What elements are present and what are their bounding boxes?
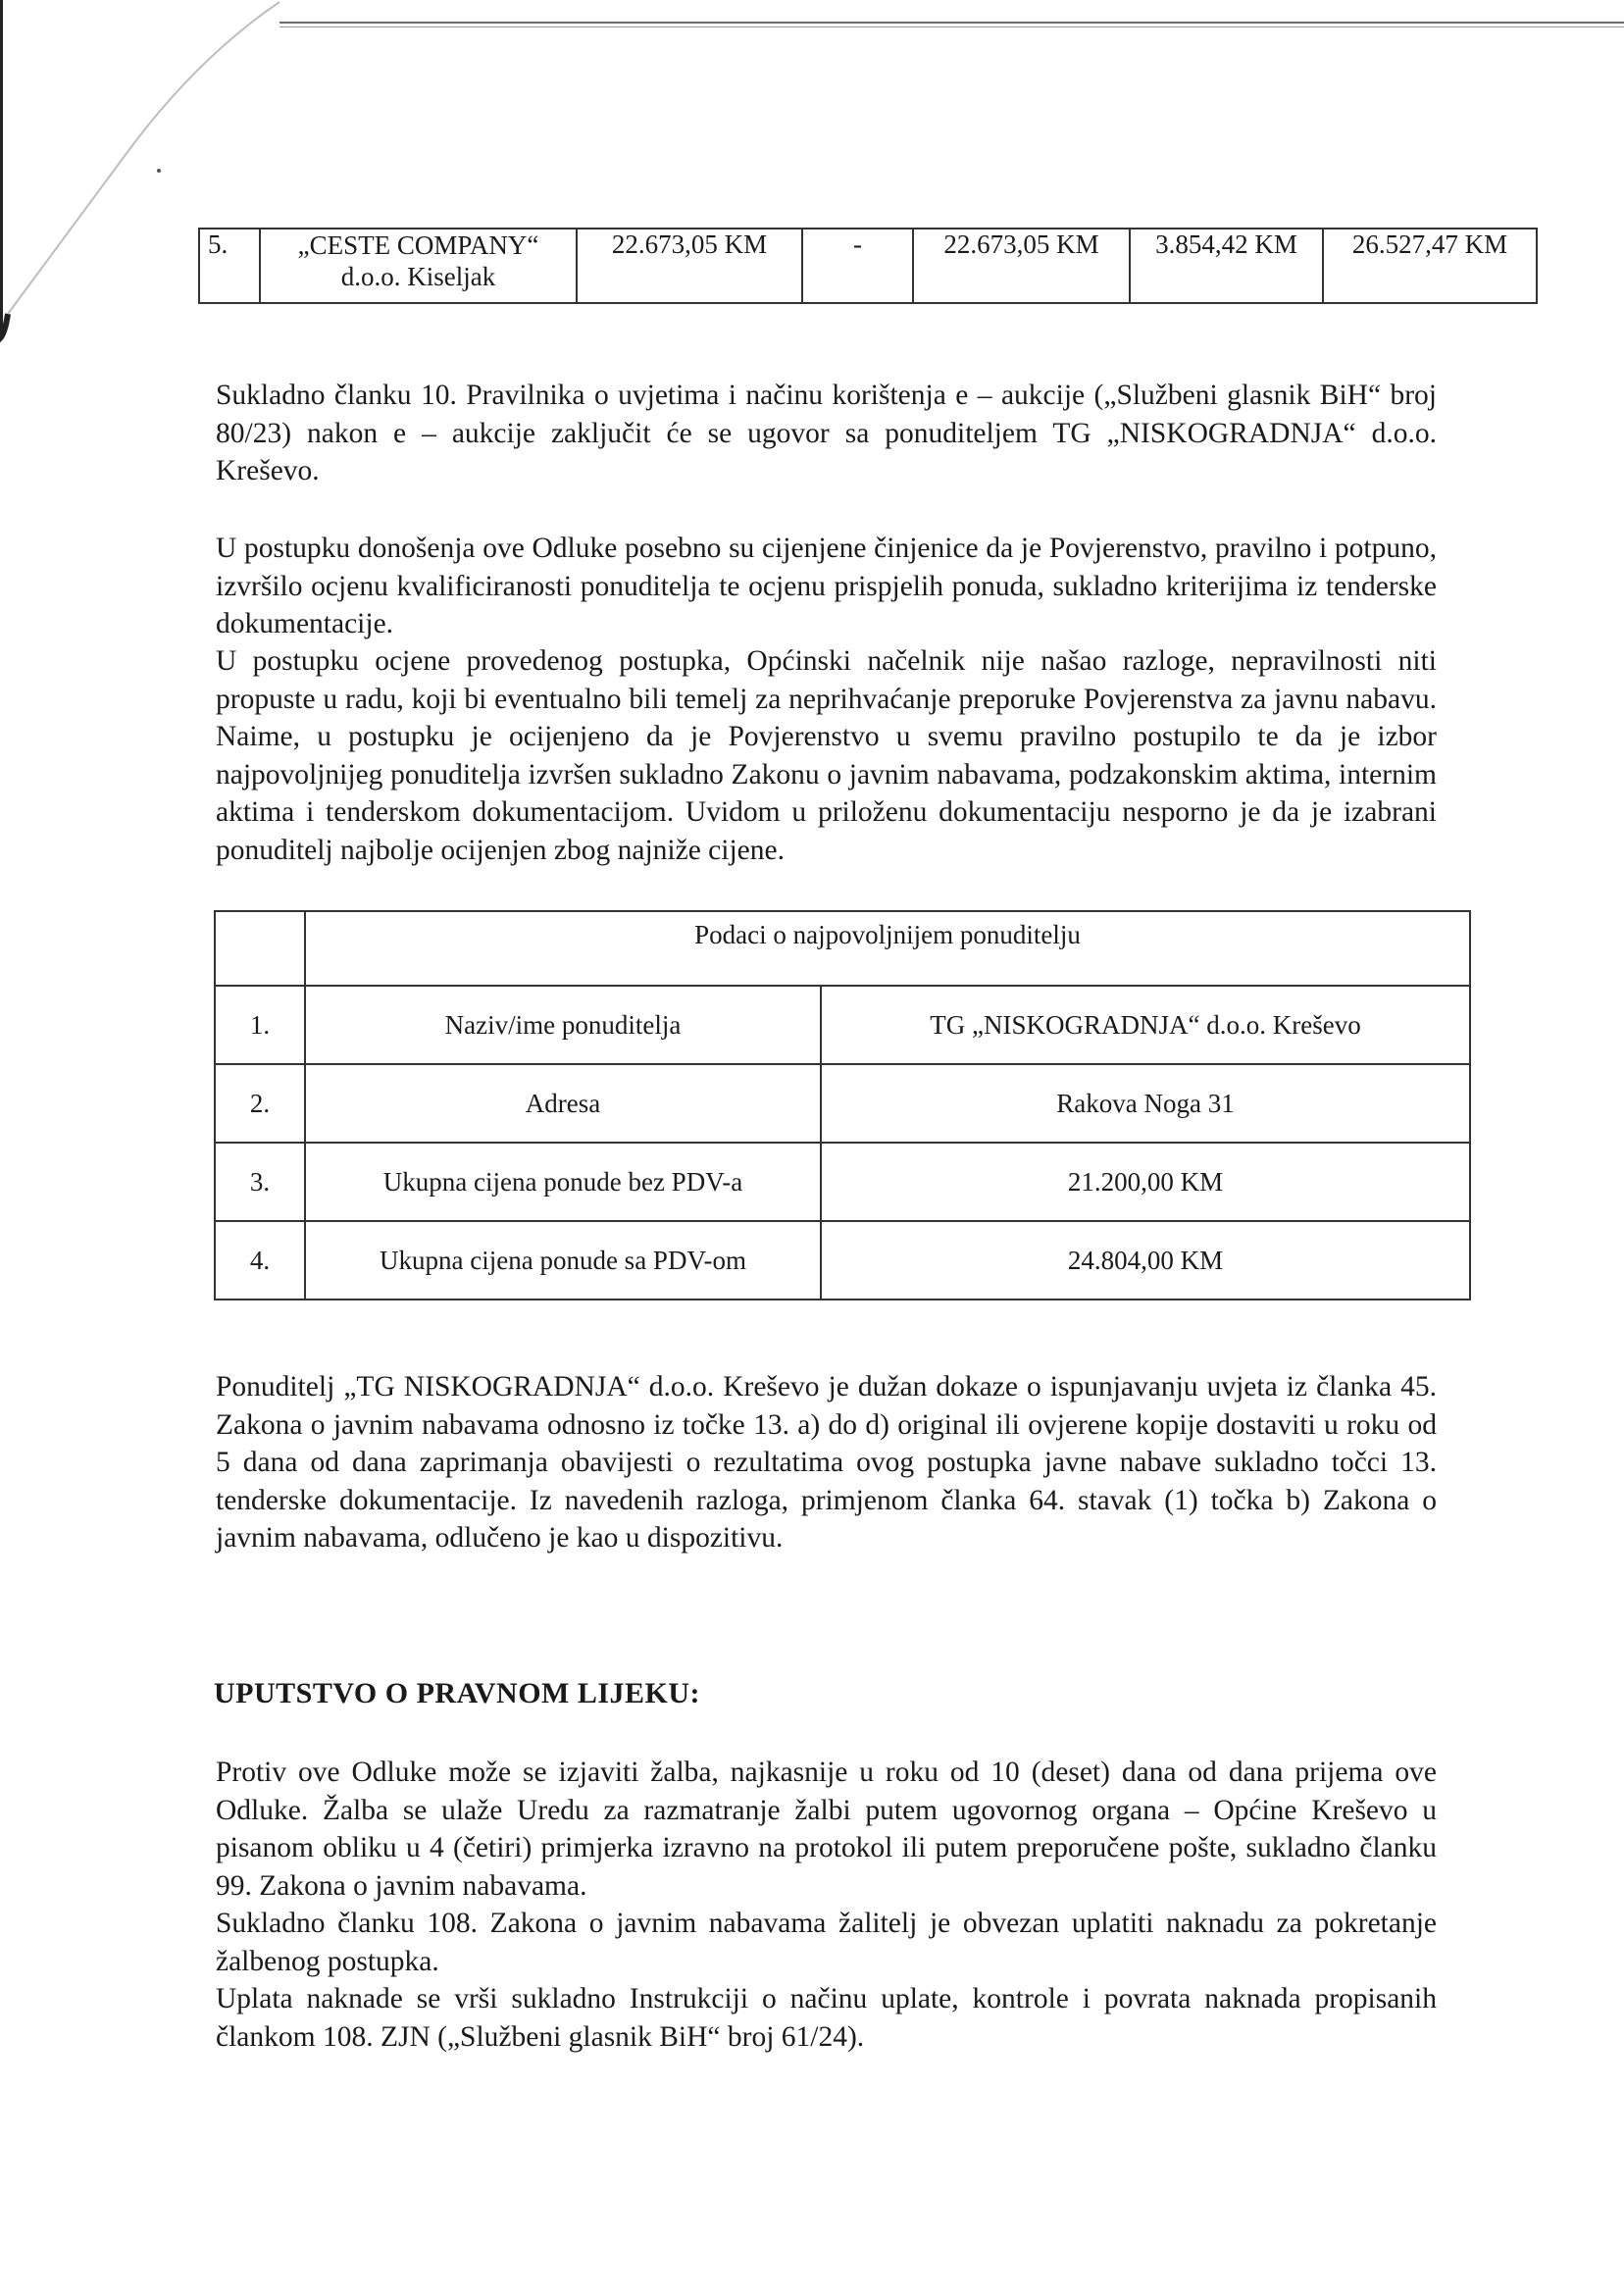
row-value: 21.200,00 KM [821,1143,1470,1221]
row-label: Ukupna cijena ponude sa PDV-om [305,1221,821,1300]
paragraph-appeal-fee: Sukladno članku 108. Zakona o javnim nabavama žalitelj je obvezan uplatiti naknadu za pokretanje žalbenog postupka. [216,1908,1437,1977]
scan-top-line [279,22,1624,24]
discount: - [802,229,913,303]
row-label: Naziv/ime ponuditelja [305,986,821,1064]
bidder-name-line1: „CESTE COMPANY“ [297,230,539,260]
bidder-name-line2: d.o.o. Kiseljak [340,262,496,291]
bidder-number: 5. [199,229,260,303]
table-header: Podaci o najpovoljnijem ponuditelju [305,911,1470,986]
header-empty-cell [215,911,305,986]
bidder-table [198,228,1538,304]
paragraph-review: U postupku ocjene provedenog postupka, Općinski načelnik nije našao razloge, nepravilnosti niti propuste u radu, koji bi eventualno bili temelj za neprihvaćanje preporuke Povjerenstva za javnu nabavu. Naime, u postupku je ocijenjeno da je Povjerenstvo u svemu pravilno postupilo te da je izbor najpovoljnijeg ponuditelja izvršen sukladno Zakonu o javnim nabavama, podzakonskim aktima, internim aktima i tenderskom dokumentacijom. Uvidom u priloženu dokumentaciju nesporno je da je izabrani ponuditelj najbolje ocijenjen zbog najniže cijene. [216,645,1437,866]
table-row [215,1143,1470,1221]
scan-speck [157,169,161,173]
paragraph-appeal: Protiv ove Odluke može se izjaviti žalba, najkasnije u roku od 10 (deset) dana od dana prijema ove Odluke. Žalba se ulaže Uredu za razmatranje žalbi putem ugovornog organa – Općine Kreševo u pisanom obliku u 4 (četiri) primjerka izravno na protokol ili putem preporučene pošte, sukladno članku 99. Zakona o javnim nabavama. [216,1757,1437,1902]
row-value: 24.804,00 KM [821,1221,1470,1300]
bidder-name [260,229,577,303]
table-row [215,1064,1470,1143]
row-number: 2. [215,1064,305,1143]
row-label: Adresa [305,1064,821,1143]
row-number: 3. [215,1143,305,1221]
scan-top-line [279,26,1624,27]
total-with-vat: 26.527,47 KM [1323,229,1537,303]
paragraph-eauction: Sukladno članku 10. Pravilnika o uvjetima i načinu korištenja e – aukcije („Službeni glasnik BiH“ broj 80/23) nakon e – aukcije zaključit će se ugovor sa ponuditeljem TG „NISKOGRADNJA“ d.o.o. Kreševo. [216,380,1437,486]
vat-amount: 3.854,42 KM [1130,229,1323,303]
paragraph-evidence: Ponuditelj „TG NISKOGRADNJA“ d.o.o. Kreševo je dužan dokaze o ispunjavanju uvjeta iz članka 45. Zakona o javnim nabavama odnosno iz točke 13. a) do d) original ili ovjerene kopije dostaviti u roku od 5 dana od dana zaprimanja obavijesti o rezultatima ovog postupka javne nabave sukladno točci 13. tenderske dokumentacije. Iz navedenih razloga, primjenom članka 64. stavak (1) točka b) Zakona o javnim nabavama, odlučeno je kao u dispozitivu. [216,1371,1437,1554]
price-without-vat: 22.673,05 KM [577,229,802,303]
row-label: Ukupna cijena ponude bez PDV-a [305,1143,821,1221]
row-number: 4. [215,1221,305,1300]
row-value: Rakova Noga 31 [821,1064,1470,1143]
row-value: TG „NISKOGRADNJA“ d.o.o. Kreševo [821,986,1470,1064]
table-row [199,229,1537,303]
table-row [215,986,1470,1064]
section-heading: UPUTSTVO O PRAVNOM LIJEKU: [214,1677,701,1709]
table-row [215,1221,1470,1300]
best-bidder-table [214,910,1471,1300]
price-after-discount: 22.673,05 KM [913,229,1130,303]
table-header-row [215,911,1470,986]
paragraph-fee-payment: Uplata naknade se vrši sukladno Instrukciji o načinu uplate, kontrole i povrata naknada propisanih člankom 108. ZJN („Službeni glasnik BiH“ broj 61/24). [216,1983,1437,2053]
row-number: 1. [215,986,305,1064]
paragraph-evaluation: U postupku donošenja ove Odluke posebno su cijenjene činjenice da je Povjerenstvo, pravilno i potpuno, izvršilo ocjenu kvalificiranosti ponuditelja te ocjenu prispjelih ponuda, sukladno kriterijima iz tenderske dokumentacije. [216,533,1437,639]
